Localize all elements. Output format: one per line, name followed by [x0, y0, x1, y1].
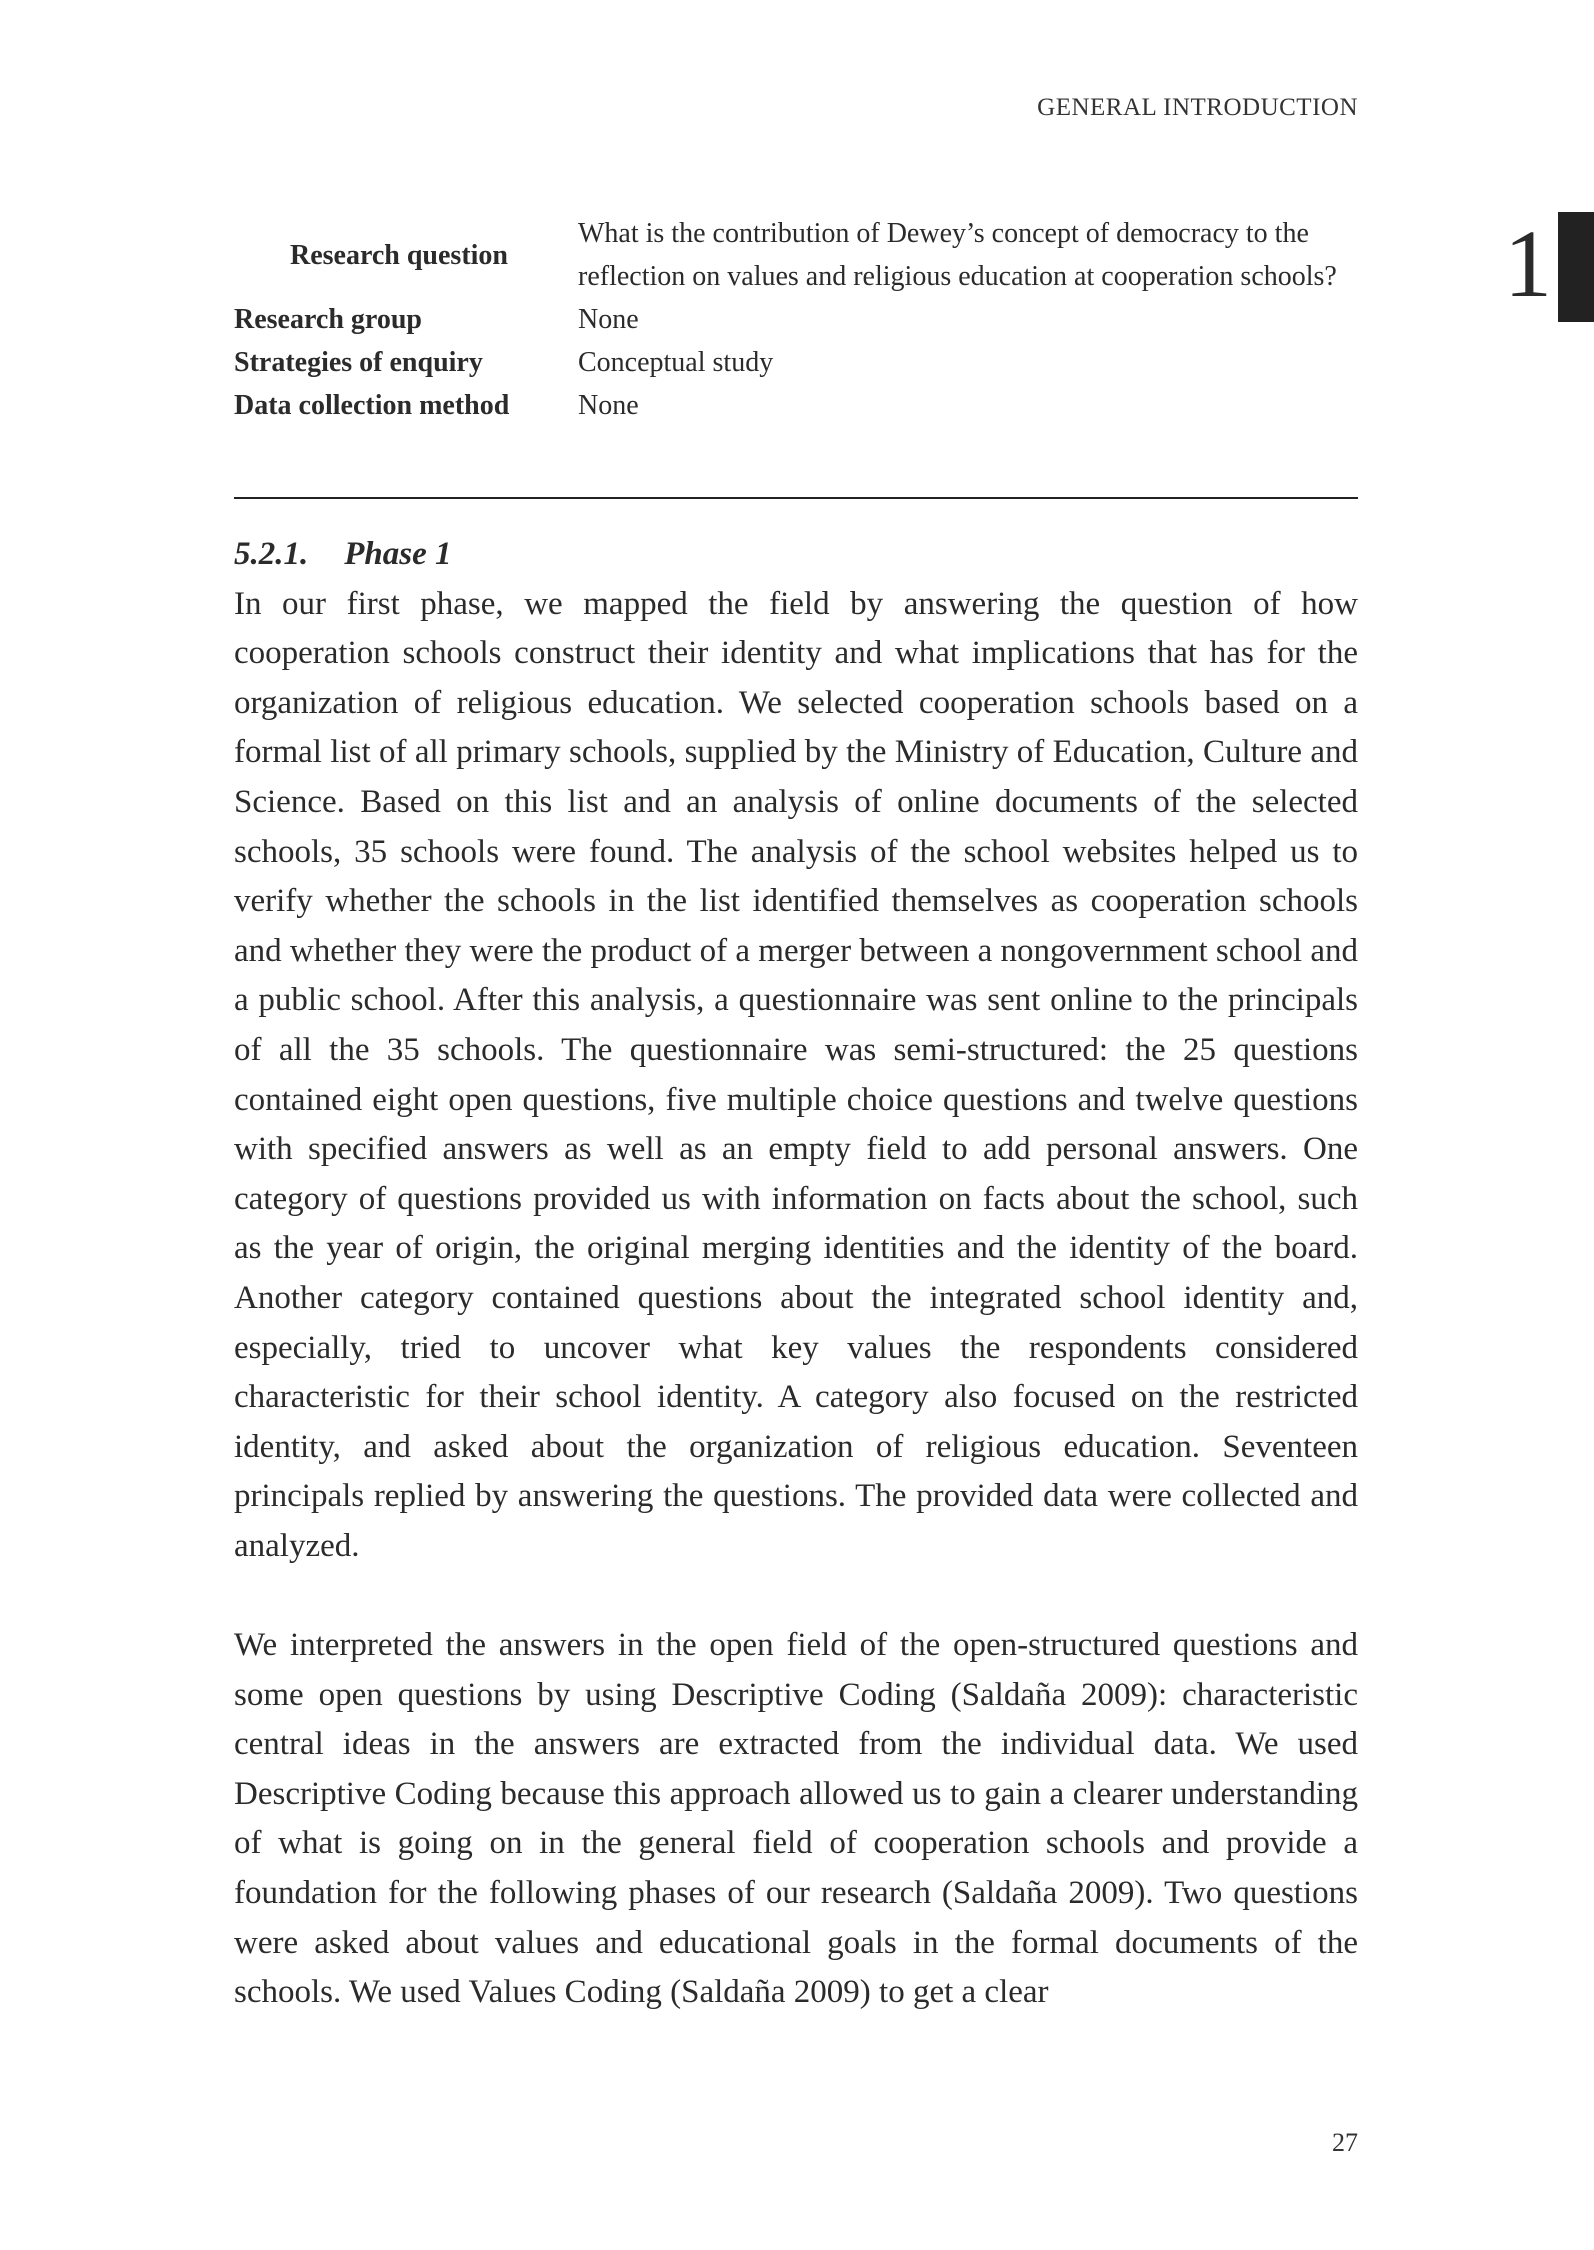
paragraph: We interpreted the answers in the open field of the open-structured questions and some open questions by using Descriptive Coding (Saldaña 2009): characteristic central ideas in the answers are extracted from the individual data. We used Descriptive Coding because this approach allowed us to gain a clearer understanding of what is going on in the general field of cooperation schools and provide a foundation for the following phases of our research (Saldaña 2009). Two questions were asked about values and educational goals in the formal documents of the schools. We used Values Coding (Saldaña 2009) to get a clear	[234, 1627, 1358, 2011]
table-value: None	[578, 304, 639, 335]
table-row	[234, 384, 1358, 435]
running-header: GENERAL INTRODUCTION	[1037, 94, 1358, 121]
research-info-table	[234, 212, 1358, 435]
table-value: Conceptual study	[578, 347, 774, 378]
table-label: Data collection method	[234, 390, 510, 421]
chapter-number: 1	[1504, 210, 1552, 317]
table-label: Strategies of enquiry	[234, 347, 483, 378]
page-number: 27	[1332, 2128, 1358, 2157]
table-row	[234, 298, 1358, 341]
table-row	[234, 341, 1358, 384]
paragraph: In our first phase, we mapped the field by answering the question of how cooperation schools construct their identity and what implications that has for the organization of religious education. We selected cooperation schools based on a formal list of all primary schools, supplied by the Ministry of Education, Culture and Science. Based on this list and an analysis of online documents of the selected schools, 35 schools were found. The analysis of the school websites helped us to verify whether the schools in the list identified themselves as cooperation schools and whether they were the product of a merger between a nongovernment school and a public school. After this analysis, a questionnaire was sent online to the principals of all the 35 schools. The questionnaire was semi-structured: the 25 questions contained eight open questions, five multiple choice questions and twelve questions with specified answers as well as an empty field to add personal answers. One category of questions provided us with information on facts about the school, such as the year of origin, the original merging identities and the identity of the board. Another category contained questions about the integrated school identity and, especially, tried to uncover what key values the respondents considered characteristic for their school identity. A category also focused on the restricted identity, and asked about the organization of religious education. Seventeen principals replied by answering the questions. The provided data were collected and analyzed.	[234, 585, 1358, 1564]
section-title: Phase 1	[344, 536, 452, 572]
table-label: Research group	[234, 304, 422, 335]
table-row	[234, 212, 1358, 298]
section-number: 5.2.1.	[234, 536, 309, 572]
chapter-marker	[1504, 212, 1594, 322]
section-heading	[234, 530, 1358, 580]
chapter-tab	[1558, 212, 1594, 322]
main-content	[234, 530, 1358, 2018]
table-label: Research question	[289, 239, 509, 271]
table-bottom-rule	[234, 497, 1358, 499]
table-value: What is the contribution of Dewey’s concept of democracy to the reflection on values and religious education at cooperation schools?	[578, 218, 1337, 292]
table-value: None	[578, 390, 639, 421]
